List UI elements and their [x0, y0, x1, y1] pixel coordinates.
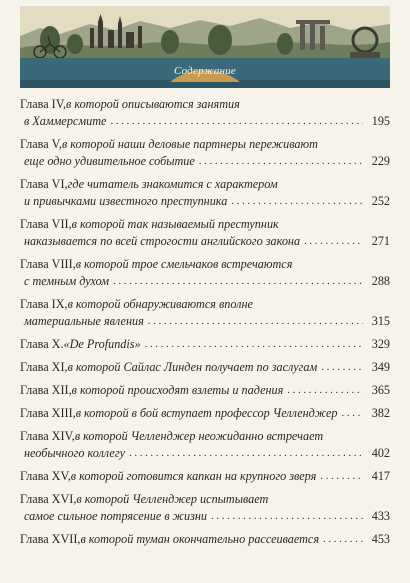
leader-dots: [321, 359, 363, 376]
toc-entry: [20, 296, 390, 331]
leader-dots: [287, 382, 363, 399]
toc-line: [20, 428, 390, 445]
toc-line-last: [20, 233, 390, 251]
chapter-title: в которой обнаруживаются вполне: [67, 297, 253, 311]
chapter-label: Глава X.: [20, 337, 64, 351]
toc-entry: [20, 531, 390, 549]
leader-dots: [110, 113, 363, 130]
chapter-title-cont: и привычками известного преступника: [24, 194, 228, 208]
toc-line: [20, 296, 390, 313]
page-number: 417: [371, 469, 390, 483]
chapter-title-cont: еще одно удивительное событие: [24, 154, 195, 168]
chapter-title-cont: необычного коллегу: [24, 446, 125, 460]
toc-entry: [20, 491, 390, 526]
toc-entry: [20, 256, 390, 291]
toc-entry: [20, 176, 390, 211]
chapter-label: Глава VI,: [20, 177, 68, 191]
chapter-label: Глава XVI,: [20, 492, 77, 506]
chapter-label: Глава IX,: [20, 297, 68, 311]
toc-entry: [20, 382, 390, 400]
chapter-title: в которой трое смельчаков встречаются: [75, 257, 293, 271]
chapter-title: в которой туман окончательно рассеивается: [80, 532, 320, 546]
toc-line-last: [20, 531, 390, 549]
toc-line-last: [20, 382, 390, 400]
leader-dots: [211, 508, 363, 525]
chapter-title: в которой описываются занятия: [66, 97, 240, 111]
toc-line: [20, 136, 390, 153]
chapter-label: Глава XI,: [20, 360, 68, 374]
toc-line-last: [20, 359, 390, 377]
chapter-label: Глава XIII,: [20, 406, 76, 420]
toc-line: [20, 491, 390, 508]
toc-line: [20, 176, 390, 193]
leader-dots: [231, 193, 363, 210]
leader-dots: [304, 233, 363, 250]
toc-line: [20, 96, 390, 113]
chapter-title: в которой происходят взлеты и падения: [71, 383, 284, 397]
toc-line-last: [20, 468, 390, 486]
leader-dots: [129, 445, 363, 462]
chapter-title-cont: самое сильное потрясение в жизни: [24, 509, 207, 523]
toc-line: [20, 256, 390, 273]
toc-line-last: [20, 113, 390, 131]
page-number: 271: [371, 234, 390, 248]
toc-entry: [20, 96, 390, 131]
toc-line-last: [20, 153, 390, 171]
leader-dots: [323, 531, 363, 548]
chapter-label: Глава XII,: [20, 383, 72, 397]
leader-dots: [148, 313, 363, 330]
chapter-label: Глава VIII,: [20, 257, 76, 271]
toc-line-last: [20, 273, 390, 291]
page-number: 195: [371, 114, 390, 128]
page-number: 329: [371, 337, 390, 351]
chapter-label: Глава IV,: [20, 97, 67, 111]
page-number: 365: [371, 383, 390, 397]
toc-line-last: [20, 193, 390, 211]
toc-entry: [20, 468, 390, 486]
page-number: 229: [371, 154, 390, 168]
chapter-title-cont: в Хаммерсмите: [24, 114, 107, 128]
leader-dots: [342, 405, 363, 422]
chapter-label: Глава VII,: [20, 217, 72, 231]
toc-line-last: [20, 445, 390, 463]
toc-entry: [20, 428, 390, 463]
toc-entry: [20, 359, 390, 377]
chapter-title: в которой Челленджер испытывает: [76, 492, 269, 506]
page-number: 349: [371, 360, 390, 374]
leader-dots: [199, 153, 363, 170]
toc-line-last: [20, 313, 390, 331]
chapter-title: в которой так называемый преступник: [71, 217, 279, 231]
chapter-title: в которой готовится капкан на крупного зверя: [70, 469, 317, 483]
toc-entry: [20, 336, 390, 354]
page-number: 453: [371, 532, 390, 546]
chapter-title: где читатель знакомится с характером: [67, 177, 278, 191]
page-number: 315: [371, 314, 390, 328]
chapter-title: «De Profundis»: [63, 337, 141, 351]
toc-entry: [20, 405, 390, 423]
toc-line-last: [20, 508, 390, 526]
page-number: 252: [371, 194, 390, 208]
chapter-title: в которой в бой вступает профессор Челленджер: [75, 406, 338, 420]
page-number: 402: [371, 446, 390, 460]
chapter-label: Глава XVII,: [20, 532, 81, 546]
page-number: 288: [371, 274, 390, 288]
leader-dots: [320, 468, 363, 485]
toc-line: [20, 216, 390, 233]
chapter-title: в которой наши деловые партнеры переживают: [61, 137, 318, 151]
leader-dots: [145, 336, 363, 353]
toc-entry: [20, 136, 390, 171]
header-illustration: [20, 6, 390, 88]
chapter-label: Глава XIV,: [20, 429, 75, 443]
toc-line-last: [20, 405, 390, 423]
section-title: Содержание: [173, 65, 236, 77]
chapter-title-cont: материальные явления: [24, 314, 144, 328]
leader-dots: [113, 273, 363, 290]
toc-line-last: [20, 336, 390, 354]
chapter-title: в которой Сайлас Линден получает по заслугам: [67, 360, 318, 374]
page-number: 382: [371, 406, 390, 420]
chapter-label: Глава V,: [20, 137, 62, 151]
toc-entry: [20, 216, 390, 251]
chapter-title-cont: наказывается по всей строгости английского закона: [24, 234, 301, 248]
chapter-title: в которой Челленджер неожиданно встречает: [74, 429, 324, 443]
chapter-title-cont: с темным духом: [24, 274, 110, 288]
chapter-label: Глава XV,: [20, 469, 71, 483]
page-number: 433: [371, 509, 390, 523]
table-of-contents: [20, 96, 390, 554]
